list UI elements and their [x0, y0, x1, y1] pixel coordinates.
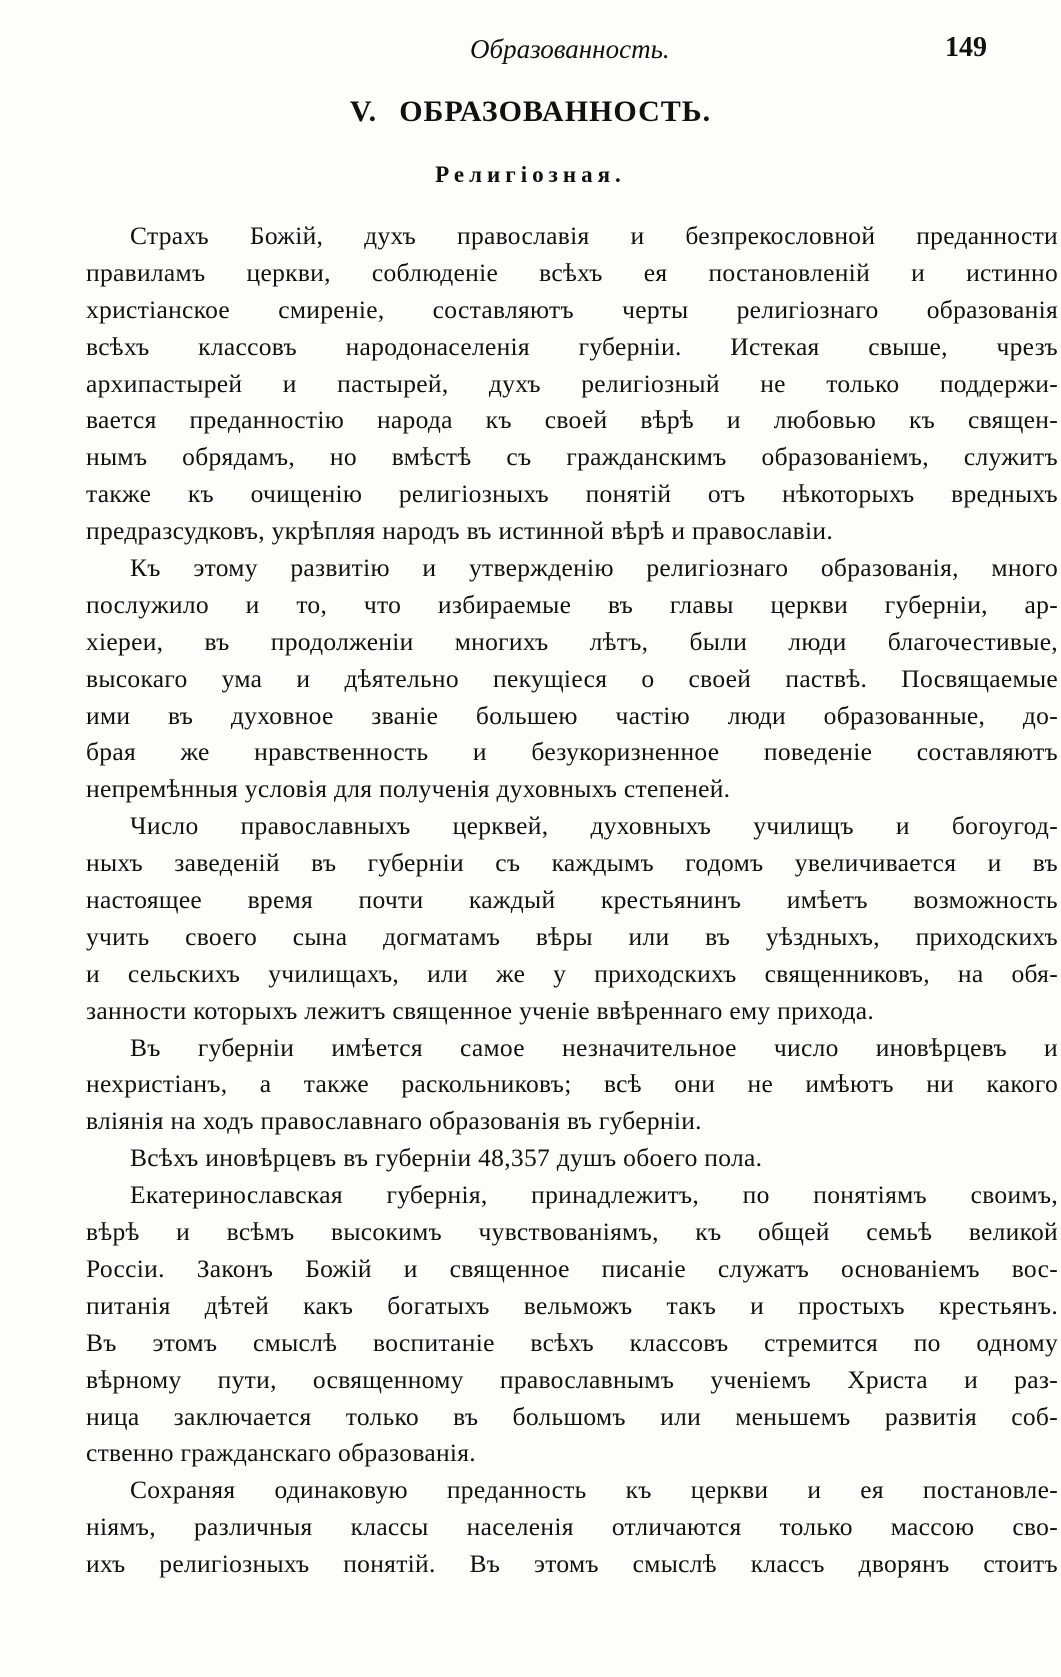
text-line: правиламъ церкви, соблюденiе всѣхъ ея постановленiй и истинно: [86, 257, 1058, 287]
text-line: Россiи. Законъ Божiй и священное писанiе служатъ основанiемъ вос-: [86, 1253, 1058, 1283]
text-line: ихъ религiозныхъ понятiй. Въ этомъ смыслѣ классъ дворянъ стоитъ: [86, 1549, 1058, 1579]
section-title: ОБРАЗОВАННОСТЬ.: [399, 95, 712, 128]
text-line: ница заключается только въ большомъ или меньшемъ развитiя соб-: [86, 1401, 1058, 1431]
text-line: настоящее время почти каждый крестьянинъ имѣетъ возможность: [86, 885, 1058, 915]
text-line: и сельскихъ училищахъ, или же у приходскихъ священниковъ, на обя-: [86, 958, 1058, 988]
text-line: Сохраняя одинаковую преданность къ церкви и ея постановле-: [130, 1475, 1058, 1505]
text-line: Въ губернiи имѣется самое незначительное число иновѣрцевъ и: [130, 1032, 1058, 1062]
text-line: вается преданностiю народа къ своей вѣрѣ и любовью къ священ-: [86, 405, 1058, 435]
running-title: Образованность.: [470, 34, 670, 64]
text-line: предразсудковъ, укрѣпляя народъ въ истинной вѣрѣ и православiи.: [86, 516, 834, 546]
text-line: Число православныхъ церквей, духовныхъ училищъ и богоугод-: [130, 811, 1058, 841]
text-line: нымъ обрядамъ, но вмѣстѣ съ гражданскимъ образованiемъ, служитъ: [86, 442, 1058, 472]
text-line: Всѣхъ иновѣрцевъ въ губернiи 48,357 душъ обоего пола.: [130, 1143, 763, 1173]
paragraph: [86, 1472, 1058, 1583]
text-line: высокаго ума и дѣятельно пекущiеся о своей паствѣ. Посвящаемые: [86, 663, 1058, 693]
text-line: ственно гражданскаго образованiя.: [86, 1438, 476, 1468]
paragraph: [86, 1030, 1058, 1141]
paragraph: [86, 1140, 1058, 1177]
text-line: брая же нравственность и безукоризненное поведенiе составляютъ: [86, 737, 1058, 767]
text-line: вѣрѣ и всѣмъ высокимъ чувствованiямъ, къ общей семьѣ великой: [86, 1217, 1058, 1247]
text-line: Въ этомъ смыслѣ воспитанiе всѣхъ классовъ стремится по одному: [86, 1327, 1058, 1357]
text-line: также къ очищенiю религiозныхъ понятiй отъ нѣкоторыхъ вредныхъ: [86, 479, 1058, 509]
text-line: послужило и то, что избираемые въ главы церкви губернiи, ар-: [86, 589, 1058, 619]
section-heading: [0, 95, 1061, 129]
text-line: Екатеринославская губернiя, принадлежитъ, по понятiямъ своимъ,: [130, 1180, 1058, 1210]
text-line: нiямъ, различныя классы населенiя отличаются только массою сво-: [86, 1512, 1058, 1542]
paragraph: [86, 218, 1058, 550]
text-line: питанiя дѣтей какъ богатыхъ вельможъ такъ и простыхъ крестьянъ.: [86, 1290, 1058, 1320]
text-line: непремѣнныя условiя для полученiя духовныхъ степеней.: [86, 774, 731, 804]
text-line: ими въ духовное званiе большею частiю люди образованные, до-: [86, 700, 1058, 730]
text-line: Къ этому развитiю и утвержденiю религiознаго образованiя, много: [130, 553, 1058, 583]
text-line: вѣрному пути, освященному православнымъ ученiемъ Христа и раз-: [86, 1364, 1058, 1394]
paragraph: [86, 550, 1058, 808]
text-line: занности которыхъ лежитъ священное ученiе ввѣреннаго ему прихода.: [86, 995, 875, 1025]
text-line: христiанское смиренiе, составляютъ черты религiознаго образованiя: [86, 294, 1058, 324]
section-number: V.: [349, 95, 378, 128]
page-number: 149: [945, 32, 987, 63]
text-line: хiереи, въ продолженiи многихъ лѣтъ, были люди благочестивые,: [86, 626, 1058, 656]
paragraph: [86, 1177, 1058, 1472]
section-subtitle: Религiозная.: [435, 162, 626, 187]
body-text: [86, 218, 1058, 1583]
text-line: учить своего сына догматамъ вѣры или въ уѣздныхъ, приходскихъ: [86, 921, 1058, 951]
text-line: ныхъ заведенiй въ губернiи съ каждымъ годомъ увеличивается и въ: [86, 848, 1058, 878]
text-line: архипастырей и пастырей, духъ религiозный не только поддержи-: [86, 368, 1058, 398]
running-head: [0, 30, 1061, 70]
text-line: нехристiанъ, а также раскольниковъ; всѣ они не имѣютъ ни какого: [86, 1069, 1058, 1099]
text-line: Страхъ Божiй, духъ православiя и безпрекословной преданности: [130, 221, 1058, 250]
text-line: всѣхъ классовъ народонаселенiя губернiи. Истекая свыше, чрезъ: [86, 331, 1058, 361]
paragraph: [86, 808, 1058, 1029]
text-line: влiянiя на ходъ православнаго образованiя въ губернiи.: [86, 1106, 702, 1136]
